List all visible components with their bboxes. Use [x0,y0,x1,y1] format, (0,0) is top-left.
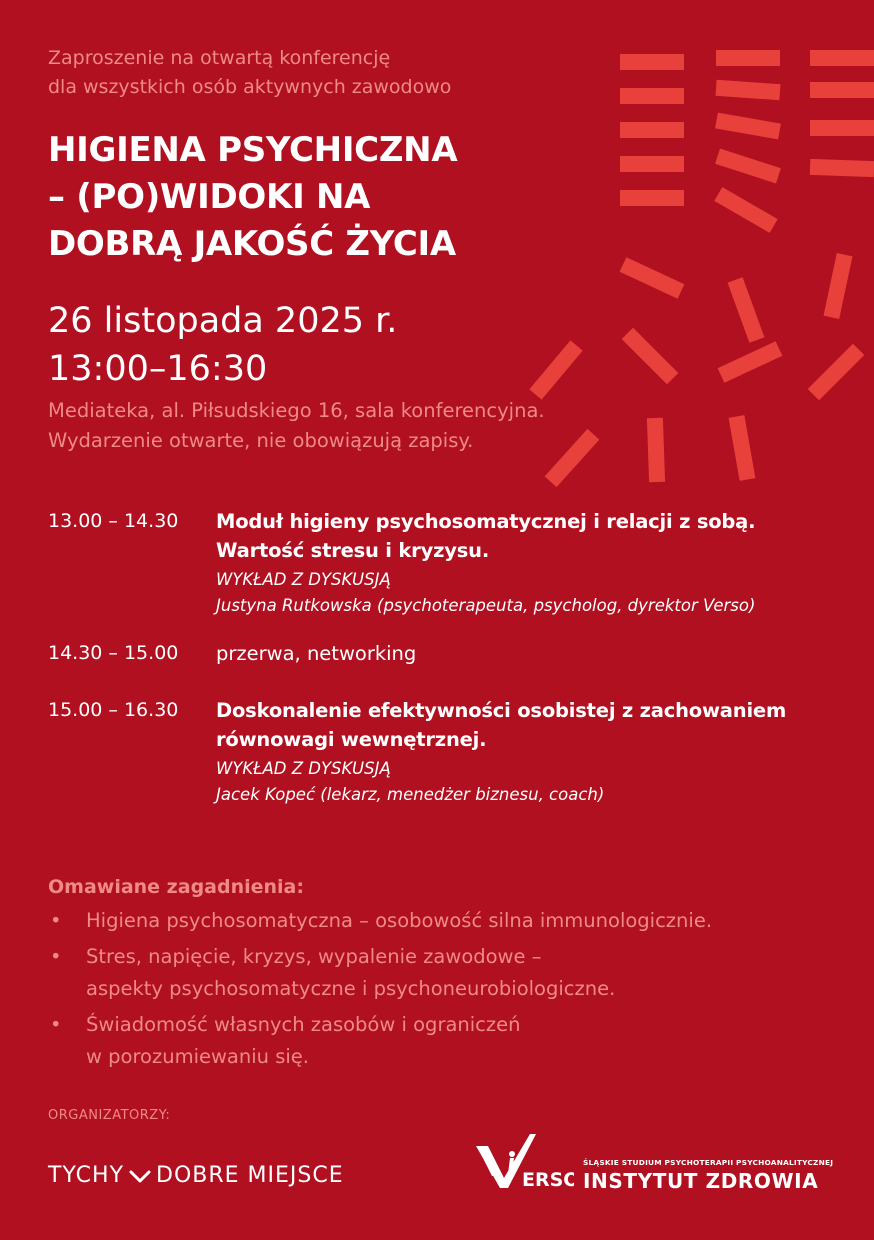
agenda-title-line-2: Wartość stresu i kryzysu. [216,539,490,562]
agenda-text: przerwa, networking [216,642,417,665]
agenda-kind: WYKŁAD Z DYSKUSJĄ [216,759,391,778]
venue-address: Mediateka, al. Piłsudskiego 16, sala konferencyjna. [48,399,545,422]
event-venue [48,396,545,456]
page-title [48,127,508,268]
institute-subtitle: ŚLĄSKIE STUDIUM PSYCHOTERAPII PSYCHOANALITYCZNEJ [583,1158,834,1167]
agenda-item-2 [48,639,848,696]
verso-logo [474,1132,574,1196]
title-line-3: DOBRĄ JAKOŚĆ ŻYCIA [48,224,456,264]
topic-line: w porozumiewaniu się. [86,1045,309,1068]
title-line-1: HIGIENA PSYCHICZNA [48,130,458,170]
topic-line: aspekty psychosomatyczne i psychoneurobiologiczne. [86,977,616,1000]
topics-section [48,873,848,1073]
event-date: 26 listopada 2025 r. [48,301,398,341]
heart-check-icon [128,1167,152,1185]
tychy-right-text: DOBRE MIEJSCE [156,1163,344,1188]
list-item [48,905,848,937]
title-line-2: – (PO)WIDOKI NA [48,177,371,217]
radiating-dashes-graphic [500,30,874,500]
tychy-logo [48,1163,344,1188]
topics-heading: Omawiane zagadnienia: [48,876,304,898]
bullet-icon: • [50,945,62,968]
institute-name: INSTYTUT ZDROWIA [583,1169,819,1193]
organizers-label: ORGANIZATORZY: [48,1108,171,1123]
agenda-title-line-1: Doskonalenie efektywności osobistej z zachowaniem [216,699,787,722]
agenda-speaker: Justyna Rutkowska (psychoterapeuta, psycholog, dyrektor Verso) [216,596,756,615]
agenda-title-line-2: równowagi wewnętrznej. [216,728,487,751]
venue-note: Wydarzenie otwarte, nie obowiązują zapisy. [48,429,474,452]
verso-mark-icon [474,1132,574,1192]
institute-logo [583,1158,833,1193]
list-item [48,1009,848,1073]
invitation-line-2: dla wszystkich osób aktywnych zawodowo [48,76,452,98]
agenda-time: 14.30 – 15.00 [48,642,179,664]
tychy-left-text: TYCHY [48,1163,125,1188]
list-item [48,941,848,1005]
invitation-line-1: Zaproszenie na otwartą konferencję [48,47,391,69]
agenda-item-1 [48,507,848,627]
event-hours: 13:00–16:30 [48,349,268,389]
agenda-speaker: Jacek Kopeć (lekarz, menedżer biznesu, coach) [216,785,605,804]
topic-line: Higiena psychosomatyczna – osobowość silna immunologicznie. [86,909,713,932]
agenda [48,507,848,808]
bullet-icon: • [50,1013,62,1036]
agenda-kind: WYKŁAD Z DYSKUSJĄ [216,570,391,589]
topic-line: Stres, napięcie, kryzys, wypalenie zawodowe – [86,945,542,968]
bullet-icon: • [50,909,62,932]
agenda-title-line-1: Moduł higieny psychosomatycznej i relacji z sobą. [216,510,756,533]
topics-list [48,905,848,1073]
agenda-time: 13.00 – 14.30 [48,510,179,532]
invitation-text [48,44,451,102]
verso-text: ERSO [522,1169,574,1191]
agenda-time: 15.00 – 16.30 [48,699,179,721]
event-datetime [48,297,397,393]
topic-line: Świadomość własnych zasobów i ograniczeń [86,1013,521,1036]
agenda-item-3 [48,696,848,808]
